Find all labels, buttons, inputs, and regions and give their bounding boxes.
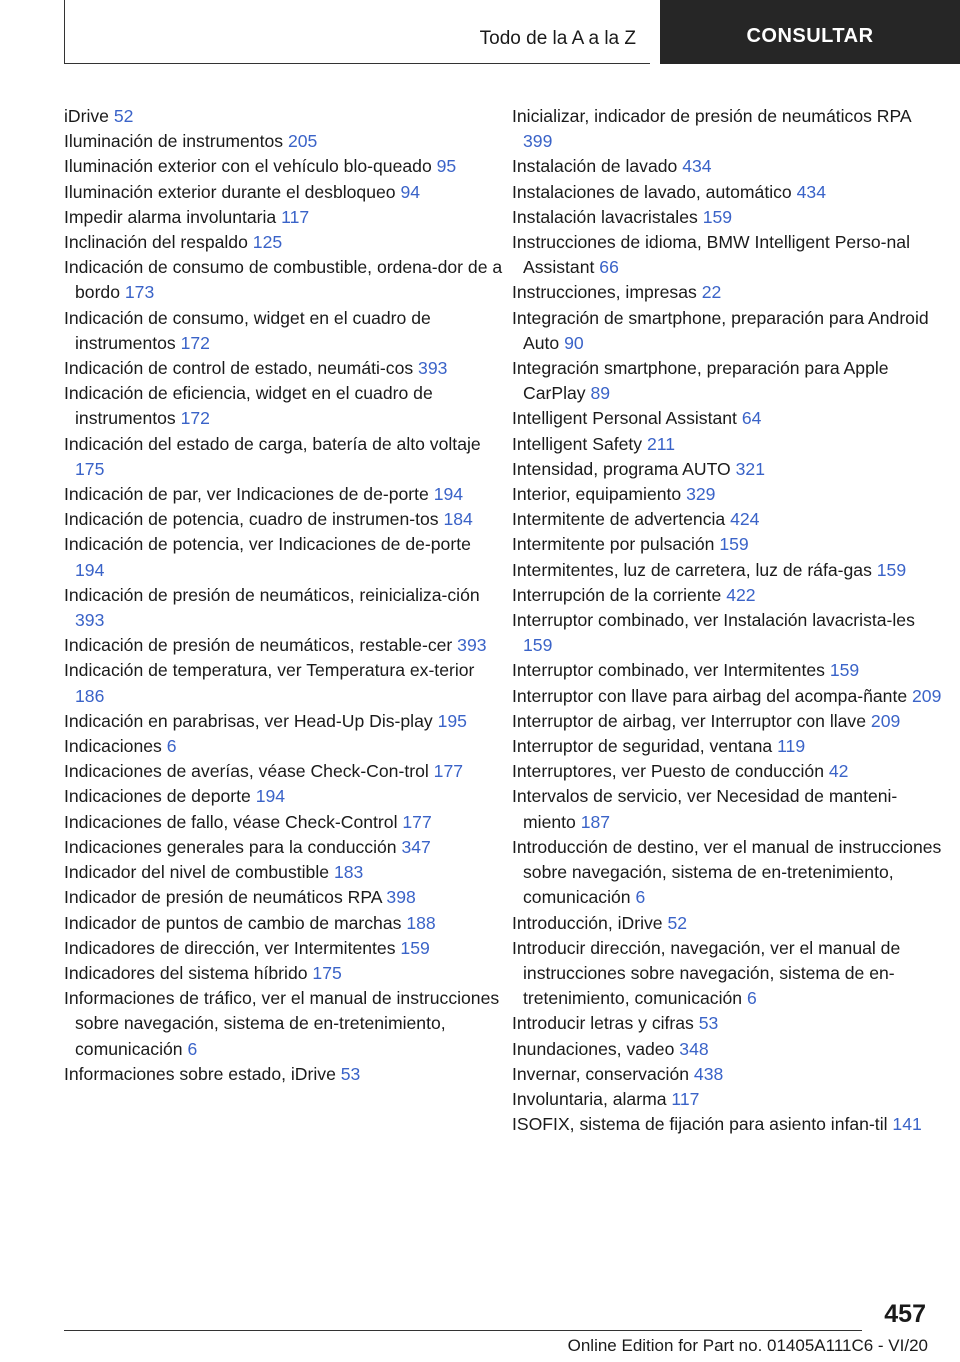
index-term: Informaciones sobre estado, iDrive (64, 1063, 336, 1084)
page-link[interactable]: 422 (726, 584, 756, 605)
section-title: Todo de la A a la Z (479, 28, 636, 49)
index-term: Indicación de potencia, cuadro de instrumen‐tos (64, 509, 439, 530)
page-link[interactable]: 393 (457, 635, 487, 656)
page-link[interactable]: 52 (667, 912, 688, 933)
index-entry (64, 633, 504, 658)
index-term: Inicializar, indicador de presión de neumáticos RPA (512, 106, 911, 126)
page-link[interactable]: 195 (437, 710, 467, 731)
index-term: Indicación de consumo de combustible, ordena‐dor de a bordo (64, 257, 503, 303)
page-link[interactable]: 141 (892, 1114, 922, 1135)
page-link[interactable]: 183 (333, 862, 364, 883)
index-entry (64, 255, 504, 305)
index-term: Indicación de temperatura, ver Temperatura ex‐terior (64, 660, 475, 681)
index-entry (64, 432, 504, 482)
page-link[interactable]: 188 (406, 912, 436, 933)
index-entry (512, 658, 942, 683)
index-entry (64, 583, 504, 633)
index-entry (512, 230, 942, 280)
page-link[interactable]: 42 (828, 761, 849, 782)
index-entry (64, 532, 504, 582)
footer-rule (64, 1330, 862, 1331)
page-link[interactable]: 53 (340, 1063, 361, 1084)
page-link[interactable]: 186 (75, 685, 105, 706)
index-term: Introducir letras y cifras (512, 1013, 694, 1034)
index-entry (64, 154, 504, 179)
index-entry (512, 558, 942, 583)
index-entry (512, 1087, 942, 1112)
index-entry (64, 986, 504, 1062)
page-link[interactable]: 159 (719, 534, 749, 555)
page-link[interactable]: 117 (671, 1088, 700, 1109)
index-term: Indicación de control de estado, neumáti‐cos (64, 358, 414, 379)
page-link[interactable]: 6 (635, 887, 646, 908)
index-term: Indicaciones generales para la conducción (64, 836, 397, 857)
page-link[interactable]: 159 (702, 206, 733, 227)
index-term: Indicadores del sistema híbrido (64, 962, 308, 983)
index-entry (512, 1112, 942, 1137)
index-term: Interruptor de seguridad, ventana (512, 736, 773, 757)
index-term: Instalación de lavado (512, 156, 678, 177)
index-term: Iluminación de instrumentos (64, 131, 284, 152)
page-link[interactable]: 209 (870, 710, 901, 731)
index-term: iDrive (64, 106, 109, 126)
index-term: Indicador del nivel de combustible (64, 862, 330, 883)
index-entry (512, 936, 942, 1012)
page-link[interactable]: 175 (312, 962, 342, 983)
index-term: Impedir alarma involuntaria (64, 206, 277, 227)
page-link[interactable]: 172 (180, 332, 210, 353)
index-term: Indicación de eficiencia, widget en el cuadro de instrumentos (64, 383, 433, 429)
index-entry (64, 734, 504, 759)
index-entry (512, 432, 942, 457)
page-link[interactable]: 6 (746, 988, 757, 1009)
index-term: Interruptor de airbag, ver Interruptor con llave (512, 710, 867, 731)
index-entry (64, 911, 504, 936)
index-entry (512, 759, 942, 784)
index-entry (512, 1037, 942, 1062)
page-link[interactable]: 211 (646, 433, 676, 454)
page-link[interactable]: 205 (287, 131, 318, 152)
index-entry (64, 381, 504, 431)
index-entry (64, 885, 504, 910)
index-term: Introducción, iDrive (512, 912, 663, 933)
index-term: Inundaciones, vadeo (512, 1038, 675, 1059)
chapter-tab-label: CONSULTAR (746, 24, 874, 47)
index-entry (512, 709, 942, 734)
page-link[interactable]: 95 (436, 156, 457, 177)
index-term: Indicador de presión de neumáticos RPA (64, 887, 382, 908)
page-link[interactable]: 94 (400, 181, 421, 202)
index-term: Interruptores, ver Puesto de conducción (512, 761, 824, 782)
index-entry (64, 129, 504, 154)
index-term: Interruptor combinado, ver Intermitentes (512, 660, 825, 681)
page-link[interactable]: 172 (180, 408, 210, 429)
page-link[interactable]: 22 (701, 282, 722, 303)
index-entry (512, 104, 942, 154)
page-link[interactable]: 194 (255, 786, 286, 807)
index-term: Intermitentes, luz de carretera, luz de ráfa‐gas (512, 559, 872, 580)
footer-edition: Online Edition for Part no. 01405A111C6 - VI/20 (567, 1336, 928, 1355)
index-term: Indicación de potencia, ver Indicaciones de de‐porte (64, 534, 471, 555)
page-link[interactable]: 424 (730, 509, 760, 530)
page-link[interactable]: 173 (124, 282, 155, 303)
page-link[interactable]: 434 (682, 156, 712, 177)
page-link[interactable]: 399 (523, 131, 553, 152)
index-entry (64, 759, 504, 784)
index-term: Indicación de par, ver Indicaciones de de‐porte (64, 484, 429, 505)
index-entry (64, 205, 504, 230)
index-term: Interruptor combinado, ver Instalación lavacrista‐les (512, 610, 915, 631)
index-term: Indicaciones de fallo, véase Check-Control (64, 811, 398, 832)
index-term: Introducir dirección, navegación, ver el manual de instrucciones sobre navegación, sistema de en‐tretenimiento, comunicación (512, 937, 901, 1009)
index-term: Informaciones de tráfico, ver el manual de instrucciones sobre navegación, sistema de en‐tretenimiento, comunicación (64, 988, 500, 1059)
index-term: Indicación de presión de neumáticos, restable‐cer (64, 635, 453, 656)
index-term: Instalaciones de lavado, automático (512, 181, 792, 202)
page-link[interactable]: 187 (580, 811, 611, 832)
index-entry (64, 1062, 504, 1087)
index-term: Indicación de consumo, widget en el cuadro de instrumentos (64, 307, 431, 353)
page-link[interactable]: 184 (443, 509, 473, 530)
index-entry (64, 230, 504, 255)
page-link[interactable]: 194 (433, 484, 464, 505)
header-left-rule (64, 0, 65, 64)
page-link[interactable]: 125 (252, 232, 283, 253)
page-link[interactable]: 393 (75, 610, 105, 631)
index-term: Invernar, conservación (512, 1063, 690, 1084)
index-entry (64, 658, 504, 708)
page-link[interactable]: 348 (679, 1038, 709, 1059)
chapter-tab[interactable] (660, 0, 960, 64)
index-entry (512, 734, 942, 759)
index-term: Indicación en parabrisas, ver Head-Up Dis‐play (64, 710, 433, 731)
index-column-left (64, 104, 504, 1087)
index-entry (64, 810, 504, 835)
index-entry (64, 507, 504, 532)
index-term: Iluminación exterior con el vehículo blo‐queado (64, 156, 432, 177)
index-term: Intelligent Safety (512, 433, 643, 454)
page-link[interactable]: 6 (187, 1038, 198, 1059)
index-entry (512, 482, 942, 507)
index-term: Integración de smartphone, preparación para Android Auto (512, 307, 929, 353)
index-term: Integración smartphone, preparación para Apple CarPlay (512, 358, 889, 404)
index-entry (64, 936, 504, 961)
index-entry (512, 532, 942, 557)
index-term: Intermitente por pulsación (512, 534, 715, 555)
index-entry (64, 709, 504, 734)
index-term: Interrupción de la corriente (512, 584, 722, 605)
index-term: Indicación del estado de carga, batería de alto voltaje (64, 433, 481, 454)
index-entry (64, 104, 504, 129)
index-entry (512, 356, 942, 406)
page-link[interactable]: 66 (599, 257, 619, 278)
index-entry (512, 684, 942, 709)
index-term: Involuntaria, alarma (512, 1088, 667, 1109)
index-entry (512, 406, 942, 431)
page-link[interactable]: 209 (912, 685, 942, 706)
index-entry (512, 608, 942, 658)
index-entry (512, 306, 942, 356)
index-term: Indicadores de dirección, ver Intermitentes (64, 937, 396, 958)
page-link[interactable]: 6 (166, 736, 177, 757)
page-link[interactable]: 434 (796, 181, 826, 202)
index-entry (512, 180, 942, 205)
index-term: Indicaciones de averías, véase Check-Con‐trol (64, 761, 429, 782)
index-term: Intermitente de advertencia (512, 509, 726, 530)
index-term: Interruptor con llave para airbag del acompa‐ñante (512, 685, 908, 706)
index-term: Indicación de presión de neumáticos, reinicializa‐ción (64, 584, 480, 605)
page-link[interactable]: 438 (693, 1063, 724, 1084)
index-term: Instrucciones de idioma, BMW Intelligent Perso‐nal Assistant (512, 232, 910, 278)
page-link[interactable]: 393 (418, 358, 448, 379)
index-entry (512, 1011, 942, 1036)
index-term: Intelligent Personal Assistant (512, 408, 737, 429)
page-link[interactable]: 329 (686, 484, 716, 505)
page-link[interactable]: 177 (402, 811, 432, 832)
index-term: Inclinación del respaldo (64, 232, 248, 253)
index-entry (512, 280, 942, 305)
page-header (0, 0, 960, 66)
index-entry (512, 205, 942, 230)
index-column-right (512, 104, 942, 1137)
index-term: Instrucciones, impresas (512, 282, 697, 303)
page-link[interactable]: 347 (401, 836, 431, 857)
index-entry (64, 961, 504, 986)
index-entry (512, 154, 942, 179)
index-entry (512, 583, 942, 608)
index-term: Iluminación exterior durante el desbloqueo (64, 181, 396, 202)
index-entry (512, 835, 942, 911)
index-entry (64, 860, 504, 885)
index-entry (64, 180, 504, 205)
page-link[interactable]: 159 (400, 937, 430, 958)
index-entry (64, 835, 504, 860)
index-entry (64, 356, 504, 381)
page-link[interactable]: 119 (777, 736, 806, 757)
page-link[interactable]: 321 (735, 458, 765, 479)
index-entry (512, 911, 942, 936)
page-link[interactable]: 53 (698, 1013, 719, 1034)
index-term: Intervalos de servicio, ver Necesidad de manteni‐miento (512, 786, 898, 832)
index-term: Indicaciones (64, 736, 162, 757)
index-entry (64, 306, 504, 356)
index-entry (512, 507, 942, 532)
page-link[interactable]: 159 (523, 635, 553, 656)
page-link[interactable]: 90 (564, 332, 584, 353)
page-link[interactable]: 177 (433, 761, 464, 782)
page-link[interactable]: 398 (386, 887, 416, 908)
page-number: 457 (884, 1300, 926, 1328)
index-term: ISOFIX, sistema de fijación para asiento infan‐til (512, 1114, 888, 1135)
index-entry (512, 1062, 942, 1087)
page-link[interactable]: 159 (829, 660, 860, 681)
page-link[interactable]: 194 (75, 559, 105, 580)
index-term: Instalación lavacristales (512, 206, 698, 227)
page-link[interactable]: 89 (590, 383, 611, 404)
index-term: Interior, equipamiento (512, 484, 682, 505)
index-term: Intensidad, programa AUTO (512, 458, 731, 479)
page-link[interactable]: 175 (75, 458, 105, 479)
page-link[interactable]: 159 (876, 559, 907, 580)
page-link[interactable]: 117 (281, 206, 310, 227)
page-link[interactable]: 52 (113, 106, 134, 126)
index-term: Indicador de puntos de cambio de marchas (64, 912, 402, 933)
index-term: Indicaciones de deporte (64, 786, 251, 807)
page-link[interactable]: 64 (741, 408, 762, 429)
index-entry (64, 784, 504, 809)
header-bottom-rule (64, 63, 650, 64)
index-entry (512, 784, 942, 834)
index-entry (64, 482, 504, 507)
index-entry (512, 457, 942, 482)
index-term: Introducción de destino, ver el manual de instrucciones sobre navegación, sistema de en‐tretenimiento, comunicación (512, 836, 942, 908)
